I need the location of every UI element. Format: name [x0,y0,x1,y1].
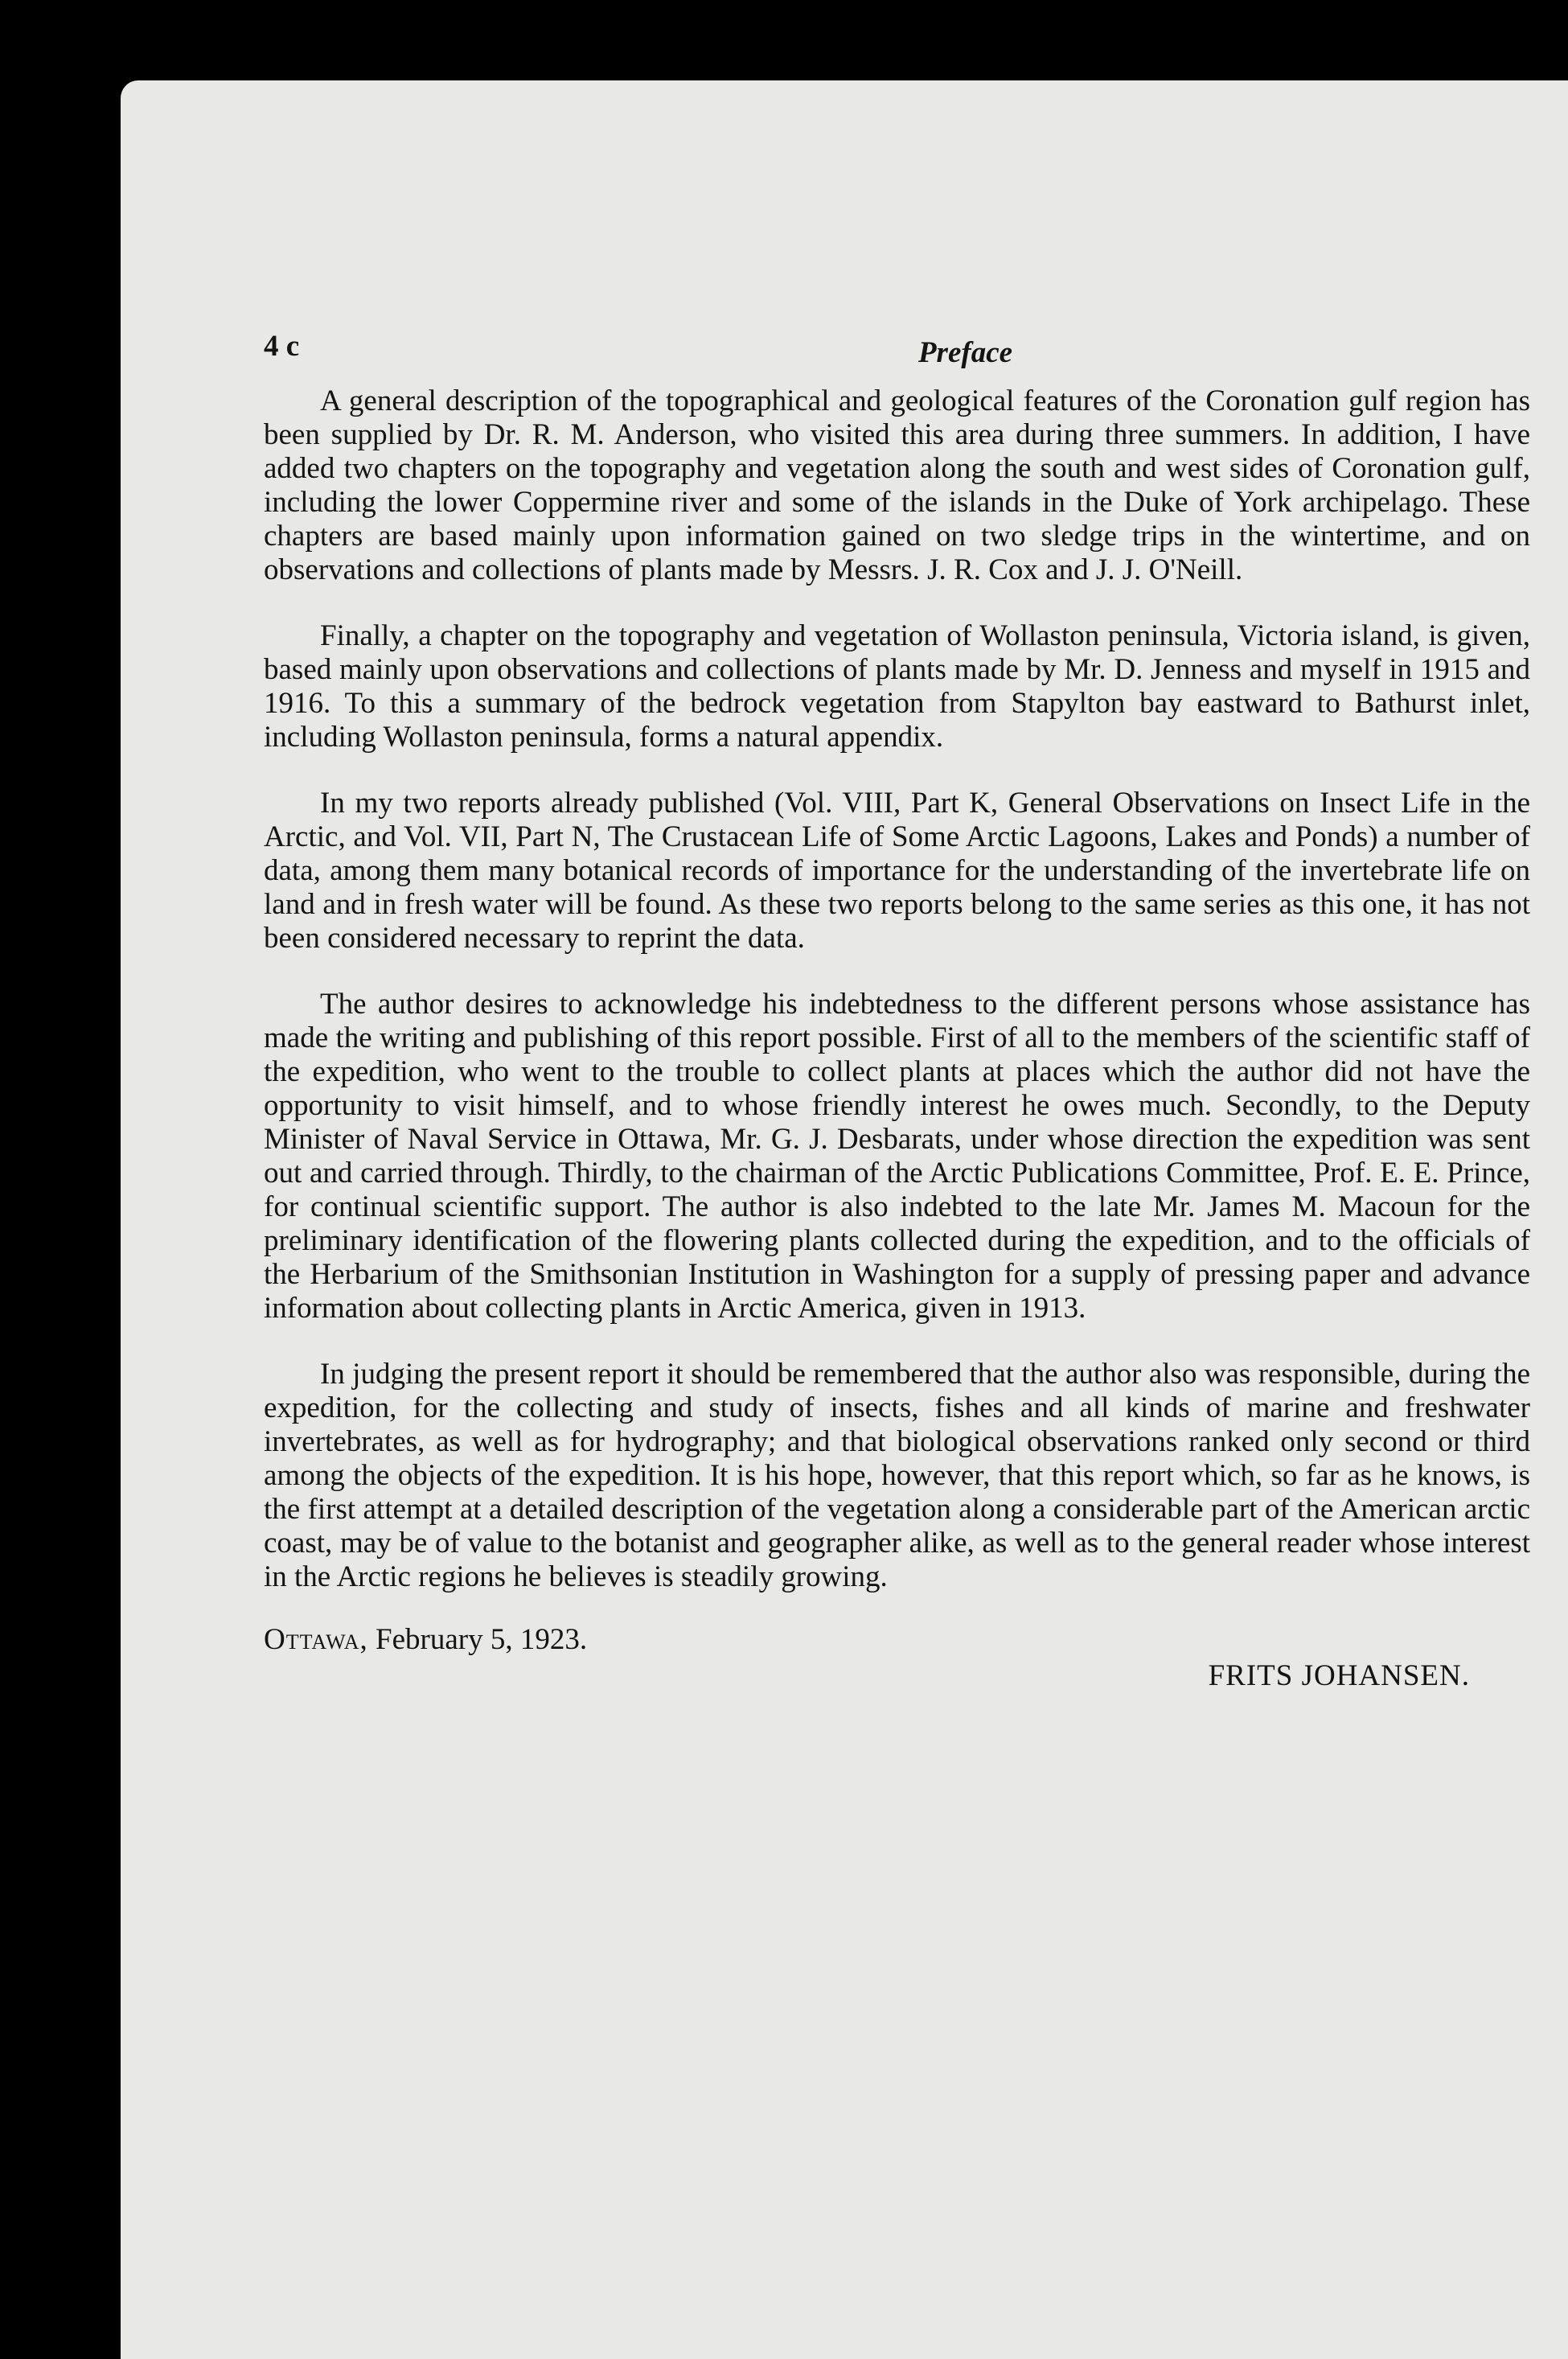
place: Ottawa, [264,1623,368,1656]
author-signature: FRITS JOHANSEN. [1208,1659,1470,1692]
page-text-block [264,322,1530,1703]
document-page [121,80,1568,2359]
place-and-date [264,1623,587,1657]
running-title: Preface [917,336,1013,369]
paragraph-wollaston-peninsula: Finally, a chapter on the topography and vegetation of Wollaston peninsula, Victoria island, is given, based mainly upon observations and collections of plants made by Mr. D. Jenness and myself in 1915 and 1916. To this a summary of the bedrock vegetation from Stapylton bay eastward to Bathurst inlet, including Wollaston peninsula, forms a natural appendix. [264,619,1530,754]
paragraph-previous-reports: In my two reports already published (Vol. VIII, Part K, General Observations on Insect Life in the Arctic, and Vol. VII, Part N, The Crustacean Life of Some Arctic Lagoons, Lakes and Ponds) a number of data, among them many botanical records of importance for the understanding of the invertebrate life on land and in fresh water will be found. As these two reports belong to the same series as this one, it has not been considered necessary to reprint the data. [264,787,1530,955]
paragraph-judging-report: In judging the present report it should be remembered that the author also was responsible, during the expedition, for the collecting and study of insects, fishes and all kinds of marine and freshwater invertebrates, as well as for hydrography; and that biological observations ranked only second or third among the objects of the expedition. It is his hope, however, that this report which, so far as he knows, is the first attempt at a detailed description of the vegetation along a considerable part of the American arctic coast, may be of value to the botanist and geographer alike, as well as to the general reader whose interest in the Arctic regions he believes is steadily growing. [264,1358,1530,1593]
signoff [264,1623,1530,1703]
page-header [264,322,1530,370]
date: February 5, 1923. [376,1623,588,1656]
paragraph-acknowledgements: The author desires to acknowledge his indebtedness to the different persons whose assistance has made the writing and publishing of this report possible. First of all to the members of the scientific staff of the expedition, who went to the trouble to collect plants at places which the author did not have the opportunity to visit himself, and to whose friendly interest he owes much. Secondly, to the Deputy Minister of Naval Service in Ottawa, Mr. G. J. Desbarats, under whose direction the expedition was sent out and carried through. Thirdly, to the chairman of the Arctic Publications Committee, Prof. E. E. Prince, for continual scientific support. The author is also indebted to the late Mr. James M. Macoun for the preliminary identification of the flowering plants collected during the expedition, and to the officials of the Herbarium of the Smithsonian Institution in Washington for a supply of pressing paper and advance information about collecting plants in Arctic America, given in 1913. [264,988,1530,1325]
page-number: 4 c [264,330,300,363]
paragraph-geological-description: A general description of the topographical and geological features of the Coronation gulf region has been supplied by Dr. R. M. Anderson, who visited this area during three summers. In addition, I have added two chapters on the topography and vegetation along the south and west sides of Coronation gulf, including the lower Coppermine river and some of the islands in the Duke of York archipelago. These chapters are based mainly upon information gained on two sledge trips in the wintertime, and on observations and collections of plants made by Messrs. J. R. Cox and J. J. O'Neill. [264,384,1530,586]
